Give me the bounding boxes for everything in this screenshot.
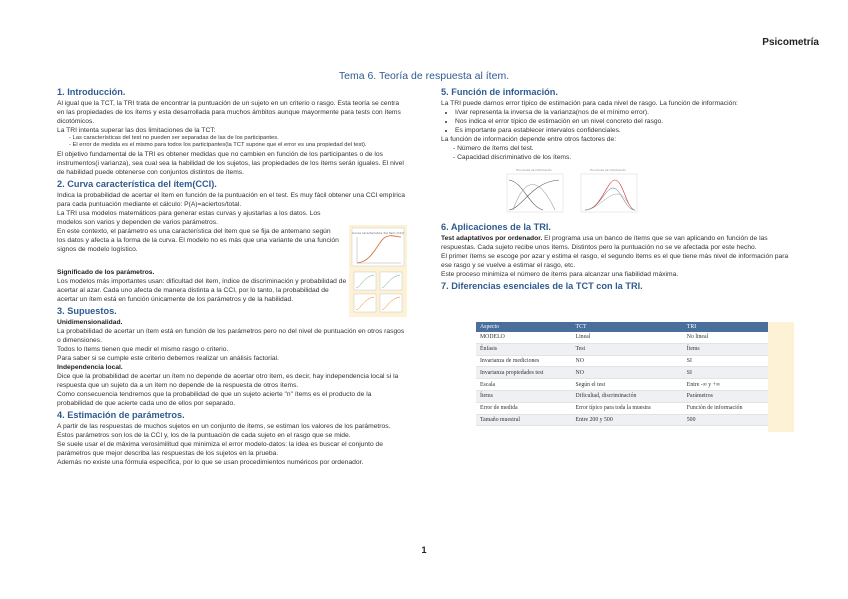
information-function-figures [503, 166, 793, 216]
s2-p3: En este contexto, el parámetro es una característica del ítem que se fija de antemano según los datos y afecta a la forma de la curva. El modelo no es más que una variante de una función signos de modelo logístico. [57, 227, 339, 253]
table-header-tct: TCT [572, 322, 683, 332]
table-cell: SI [683, 355, 768, 367]
table-cell: Test [572, 343, 683, 355]
section-2-heading: 2. Curva característica del ítem(CCI). [57, 178, 217, 189]
table-row [476, 332, 768, 343]
table-cell: Tamaño muestral [476, 414, 572, 426]
s4-p1: A partir de las respuestas de muchos sujetos en un conjunto de ítems, se estiman los valores de los parámetros. Estos parámetros son los de la CCI y, los de la puntuación de cada sujeto en el rasgo que se mide. [57, 422, 391, 439]
s6-p1: Test adaptativos por ordenador. El programa usa un banco de ítems que se van aplicando en función de las respuestas. Cada sujeto recibe unos ítems. Distintos pero la puntuación no se ve afectada por este hecho. [441, 235, 768, 251]
table-cell: No lineal [683, 332, 768, 343]
table-header-row [476, 322, 768, 332]
s3-p2: Todos lo ítems tienen que medir el mismo rasgo o criterio. [57, 345, 229, 353]
cci-figure [349, 225, 407, 317]
section-6-heading: 6. Aplicaciones de la TRI. [441, 222, 551, 232]
s1-p1: Al igual que la TCT, la TRI trata de encontrar la puntuación de un sujeto en un criterio o rasgo. Esta teoría se centra en las propiedades de los ítems y esta desarrollada para muchos ámbitos aunque mayormente para tests con ítems dicotómicos. [57, 100, 401, 125]
s3-sub-2: Independencia local. [57, 363, 123, 371]
cci-small-plots [354, 272, 402, 312]
table-cell: 500 [683, 414, 768, 426]
table-row [476, 414, 768, 426]
s3-p5: Como consecuencia tendremos que la probabilidad de que un sujeto acierte "n" ítems es el producto de la probabilidad de que acierte cada uno de ellos por separado. [57, 390, 372, 407]
table-cell: Error típico para toda la muestra [572, 402, 683, 414]
section-1-heading: 1. Introducción. [57, 87, 126, 97]
table-cell: MODELO [476, 332, 572, 343]
s5-p2: La función de información depende entre otros factores de: [441, 136, 617, 143]
section-4-heading: 4. Estimación de parámetros. [57, 409, 185, 420]
table-header-aspecto: Aspecto [476, 322, 572, 332]
s5-bullets [441, 108, 793, 135]
s4-p2: Se suele usar el de máxima verosimilitud que minimiza el error modelo-datos: la idea es buscar el conjunto de parámetros que mejor describa las respuestas de los sujetos en la prueba. [57, 440, 383, 457]
s2-p1: Indica la probabilidad de acertar el ítem en función de la puntuación en el test. Es muy fácil obtener una CCI empírica para cada puntuación mediante el cálculo: P(A)=aciertos/total. [57, 191, 405, 208]
s5-p1: La TRI puede darnos error típico de estimación para cada nivel de rasgo. La función de información: [441, 100, 738, 107]
info-b-caption: Funciones de información [590, 168, 626, 172]
section-3-heading: 3. Supuestos. [57, 305, 117, 316]
s1-p3: El objetivo fundamental de la TRI es obtener medidas que no cambien en función de los participantes o de los instrumentos(i varianza), sea cual sea la habilidad de los sujetos, las propiedades de los ítems serán iguales. El nivel de habilidad puede obtenerse con conjuntos distintos de ítems. [57, 150, 404, 176]
table-cell: Parámetros [683, 390, 768, 402]
table-cell: NO [572, 367, 683, 379]
s1-bullet-1: - Las características del test no pueden ser separadas de las de los participantes. [69, 135, 279, 141]
table-cell: Énfasis [476, 343, 572, 355]
table-row [476, 402, 768, 414]
s3-p1: La probabilidad de acertar un ítem está en función de los parámetros pero no del nivel de puntuación en otros rasgos o dimensiones. [57, 327, 405, 344]
s1-bullet-2: - El error de medida es el mismo para todos los participantes(la TCT supone que el error es una propiedad del test). [69, 142, 367, 149]
s1-p2: La TRI intenta superar las dos limitaciones de la TCT: [57, 127, 216, 134]
table-header-tri: TRI [683, 322, 768, 332]
table-note-highlight [768, 322, 794, 432]
table-cell: Error de medida [476, 402, 572, 414]
section-7-heading: 7. Diferencias esenciales de la TCT con la TRI. [441, 281, 643, 291]
section-5-heading: 5. Función de información. [441, 87, 558, 97]
table-cell: Ítems [476, 390, 572, 402]
s6-p3: Este proceso minimiza el número de ítems para alcanzar una fiabilidad máxima. [441, 271, 679, 278]
s4-p3: Además no existe una fórmula específica, por lo que se usan procedimientos numéricos por ordenador. [57, 458, 364, 466]
comparison-table [476, 322, 768, 426]
page-title: Tema 6. Teoría de respuesta al ítem. [338, 70, 510, 82]
table-cell: Invarianza propiedades test [476, 367, 572, 379]
table-cell: SI [683, 367, 768, 379]
s2-subheading: Significado de los parámetros. [57, 268, 155, 276]
table-row [476, 355, 768, 367]
page-number: 1 [421, 545, 427, 555]
table-cell: Función de información [683, 402, 768, 414]
s6-p2: El primer ítems se escoge por azar y estima el rasgo, el segundo ítems es el que tiene más nivel de información para ese rasgo y se vuelve a estimar el rasgo, etc. [441, 253, 789, 269]
table-row [476, 367, 768, 379]
info-figure-a [503, 166, 565, 216]
s3-p3: Para saber si se cumple este criterio debemos realizar un análisis factorial. [57, 354, 279, 362]
table-cell: Ítems [683, 343, 768, 355]
right-column [441, 85, 793, 293]
s5-bullet-3: • Es importante para establecer intervalos confidenciales. [455, 126, 793, 135]
info-figure-b [577, 166, 639, 216]
table-row [476, 379, 768, 391]
table-row [476, 343, 768, 355]
s5-bullet-1: • I/var representa la inversa de la varianza(nos de el mínimo error). [455, 108, 793, 117]
table-cell: Invarianza de mediciones [476, 355, 572, 367]
s2-p2: La TRI usa modelos matemáticos para generar estas curvas y ajustarlas a los datos. Los modelos son varios y dependen de varios parámetros. [57, 209, 321, 226]
table-cell: Escala [476, 379, 572, 391]
s5-dash-2: - Capacidad discriminativo de los ítems. [453, 154, 572, 161]
table-cell: Dificultad, discriminación [572, 390, 683, 402]
table-cell: Lineal [572, 332, 683, 343]
subject-header: Psicometría [762, 37, 819, 48]
s3-sub-1: Unidimensionalidad. [57, 318, 123, 326]
s5-bullet-2: • Nos indica el error típico de estimación en un nivel concreto del rasgo. [455, 117, 793, 126]
s2-p4: Los modelos más importantes usan: dificultad del ítem, índice de discriminación y probabilidad de acertar al azar. Cada uno afecta de manera distinta a la CCI, por lo tanto, la probabilidad de acertar un ítem está en función únicamente de los parámetros y de la habilidad. [57, 277, 347, 303]
info-a-caption: Funciones de información [516, 168, 552, 172]
s5-dash-1: - Número de ítems del test. [453, 145, 534, 152]
table-cell: NO [572, 355, 683, 367]
s3-p4: Dice que la probabilidad de acertar un ítem no depende de acertar otro ítem, es decir, hay independencia local si la respuesta que un sujeto da a un ítem no depende de la respuesta de otros ítems. [57, 372, 399, 389]
table-cell: Entre -∞ y +∞ [683, 379, 768, 391]
table-cell: Entre 200 y 500 [572, 414, 683, 426]
cci-caption: Curva característica del ítem (CCI) [352, 231, 404, 235]
table-row [476, 390, 768, 402]
table-cell: Según el test [572, 379, 683, 391]
